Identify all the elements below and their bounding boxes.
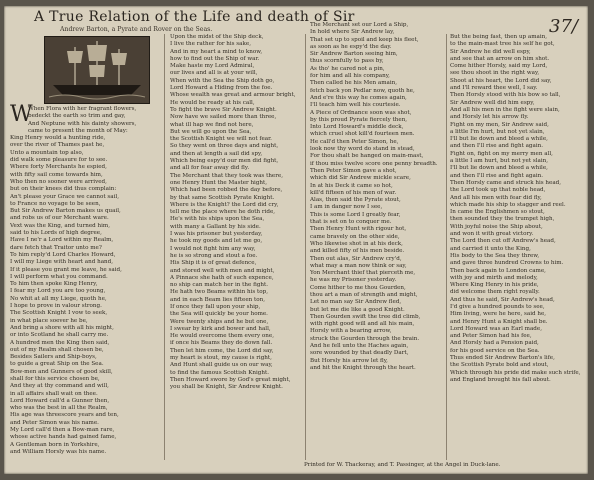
verse-line: Then Henry Hunt with rigour hot, <box>310 226 407 233</box>
verse-line: said to his Lords of high degree, <box>10 230 102 237</box>
verse-line: But the being fast, then up amain, <box>450 34 548 40</box>
verse-line: the Scottish Knight we will not fear. <box>170 136 272 143</box>
verse-line: Upon the midst of the Ship deck, <box>170 34 264 40</box>
verse-line: Who likewise shot in at his deck, <box>310 240 403 247</box>
verse-line: but on their knees did thus complain: <box>10 186 117 193</box>
verse-line: When Flora with her fragrant flowers, <box>28 106 137 112</box>
verse-line: Into Lord Howard's middle deck, <box>310 124 404 131</box>
verse-line: and Peter Simon was his name. <box>10 419 99 426</box>
verse-line: To fight the brave Sir Andrew Knight. <box>170 106 277 113</box>
verse-line: I'd give a hundred pounds to see, <box>450 303 545 310</box>
verse-line: and hit the Knight through the heart. <box>310 364 416 371</box>
verse-line: out of my Realm shall chosen be, <box>10 346 104 353</box>
verse-line: and Peter Simon had his fee, <box>450 333 532 340</box>
verse-line: and England brought his fall about. <box>450 376 551 383</box>
verse-line: kill'd fifteen of his men of war. <box>310 189 397 196</box>
verse-line: Thus ended Sir Andrew Barton's life, <box>450 355 555 362</box>
drop-capital: W <box>10 102 33 127</box>
verse-line: The Merchant that they took was there, <box>170 172 283 179</box>
verse-line: Sir Andrew he did well espy, <box>450 48 531 55</box>
verse-line: thus scornfully to pass by, <box>310 58 384 65</box>
verse-line: Come hither to me thou Gourden, <box>310 284 406 291</box>
verse-line: for him and all his company, <box>310 73 390 80</box>
verse-line: No whit at all my Liege, quoth he, <box>10 295 107 302</box>
verse-line: look now thy word do stand in stead, <box>310 146 415 153</box>
verse-line: did welcome them right royally. <box>450 289 540 296</box>
verse-line: I am in danger now I see, <box>310 204 383 211</box>
verse-line: Then out alas, Sir Andrew cry'd, <box>310 255 402 262</box>
verse-line: which made his ship to stagger and reel. <box>450 201 566 208</box>
verse-line: As tho' he cared not a pin, <box>310 65 385 72</box>
verse-line: Vext was the King, and turned him, <box>10 222 111 229</box>
verse-line: Where forty Merchants he espied, <box>10 164 107 171</box>
verse-line: I was his prisoner but yesterday, <box>170 231 263 238</box>
verse-line: and won it with great victory. <box>450 231 534 238</box>
verse-line: I would not fight him any way, <box>170 245 256 252</box>
verse-line: did walk some pleasure for to see. <box>10 157 108 164</box>
verse-line: Alas, then said the Pyrate stout, <box>310 197 401 204</box>
verse-line: a little I'm hurt, but not yet slain, <box>450 128 545 135</box>
verse-line: he was my Prisoner yesterday. <box>310 277 397 284</box>
verse-line: sore wounded by that deadly Dart, <box>310 350 409 357</box>
broadside-sheet <box>4 6 588 474</box>
verse-line: Besides Sailers and Ship-boys, <box>10 354 97 361</box>
verse-line: and William Horsly was his name. <box>10 448 107 455</box>
verse-line: With joyful noise the Ship about, <box>450 223 543 230</box>
verse-line: To him then spoke King Henry, <box>10 281 98 288</box>
verse-line: see thou shoot in the right way, <box>450 70 540 77</box>
verse-line: Which being espy'd our men did fight, <box>170 158 279 165</box>
verse-line: He hath two Beams within his top, <box>170 289 269 296</box>
column-rule <box>164 34 165 460</box>
verse-line: Then Gourden swift the tree did climb, <box>310 313 421 320</box>
verse-line: This is some Lord I greatly fear, <box>310 211 401 218</box>
verse-line: His Ship it is of great defence, <box>170 260 257 267</box>
verse-line: Now have we sailed more than three, <box>170 114 277 121</box>
verse-line: Then Horsly came and struck his head, <box>450 179 562 186</box>
verse-line: and robs us of our Merchant ware. <box>10 215 109 222</box>
verse-line: Shoot at his heart, the Lord did say, <box>450 77 552 84</box>
verse-line: But Horsly his arrow let fly, <box>310 357 388 364</box>
verse-line: And Hunt shall guide us on our way, <box>170 362 273 369</box>
verse-line: struck the Gourden through the brain. <box>310 335 420 342</box>
verse-line: When with the Sea the Ship doth go, <box>170 77 275 84</box>
page-number: 37/ <box>549 16 578 37</box>
verse-line: In at his Deck it came so hot, <box>310 182 393 189</box>
verse-line: His body to the Sea they threw, <box>450 252 540 259</box>
verse-line: Were twenty ships and he but one, <box>170 318 269 325</box>
verse-line: what ill hap we find not here, <box>170 121 254 128</box>
verse-line: For thou shalt be hanged on main-mast, <box>310 153 424 160</box>
verse-line: bedeckt the earth so trim and gay, <box>28 113 126 120</box>
verse-line: A Gentleman born in Yorkshire, <box>10 441 100 448</box>
verse-line: He's with his ships upon the Sea, <box>170 216 265 223</box>
verse-line: to guide a great Ship on the Sea. <box>10 361 104 368</box>
verse-line: But we will go upon the Sea, <box>170 128 252 135</box>
verse-line: A Pinnace she hath of such expence, <box>170 274 274 281</box>
text-column-2 <box>170 34 302 392</box>
verse-line: and gave three hundred Crowns to him. <box>450 260 564 267</box>
verse-line: King Henry would a hunting ride, <box>10 135 106 142</box>
page-subtitle: Andrew Barton, a Pyrate and Rover on the Seas. <box>60 26 213 33</box>
verse-line: Fight on, fight on my merry men all, <box>450 150 553 157</box>
verse-line: if once his Beams they do down fall. <box>170 340 273 347</box>
verse-line: Then Howard swore by God's great might, <box>170 376 291 383</box>
verse-line: Lord Howard was an Earl made, <box>450 325 542 332</box>
verse-line: If once they fall upon your ship, <box>170 303 261 310</box>
verse-line: dare fetch that Traitor unto me? <box>10 244 102 251</box>
verse-line: with joy and mirth and melody, <box>450 274 538 281</box>
verse-line: And all his men with fear did fly, <box>450 194 542 201</box>
verse-line: Which had been robbed the day before, <box>170 187 283 194</box>
page-title: A True Relation of the Life and death of Sir <box>34 9 355 25</box>
verse-line: to France no voyage to be seen, <box>10 200 101 207</box>
verse-line: and then I'll rise and fight again. <box>450 172 544 179</box>
verse-line: A hundred men the King then said, <box>10 339 110 346</box>
verse-line: Unto a mountain top also, <box>10 149 84 156</box>
verse-line: And Neptune with his dainty showers, <box>28 120 137 127</box>
verse-line: The Merchant set our Lord a Ship, <box>310 22 409 28</box>
verse-line: and carried it unto the King, <box>450 245 531 252</box>
verse-line: Lord Howard call'd a Gunner then, <box>10 397 110 404</box>
verse-line: and I'll reward thee well, I say. <box>450 85 538 92</box>
verse-line: Lord Howard a Hiding from the foe. <box>170 85 273 92</box>
verse-line: Where King Henry in his pride, <box>450 282 539 289</box>
verse-line: what may a man now think or say, <box>310 262 407 269</box>
verse-line: no ship can match her in the fight. <box>170 282 269 289</box>
verse-line: you shall be Knight, Sir Andrew Knight. <box>170 384 283 391</box>
verse-line: thou art a man of strength and might, <box>310 291 418 298</box>
column-rule <box>305 34 306 460</box>
verse-line: and Henry Hunt a Knight shall be. <box>450 318 548 325</box>
verse-line: And e're this way he comes again, <box>310 94 407 101</box>
verse-line: I hope to prove in valour strong. <box>10 303 102 310</box>
verse-line: and killed fifty of his men beside. <box>310 248 405 255</box>
verse-line: and in each Beam lies fifteen ton, <box>170 296 266 303</box>
verse-line: but let me die like a good Knight. <box>310 306 405 313</box>
verse-line: with many a Gallant by his side. <box>170 223 261 230</box>
verse-line: which did Sir Andrew mickle scare, <box>310 175 411 182</box>
verse-line: And he fell unto the Haches again, <box>310 343 409 350</box>
verse-line: and see that an arrow on him shot. <box>450 55 550 62</box>
verse-line: to the main-mast tree his self he got, <box>450 41 555 48</box>
verse-line: the Lord took up that noble head, <box>450 187 546 194</box>
verse-line: And bring a shore with all his might, <box>10 324 114 331</box>
verse-line: came bravely on the other side, <box>310 233 400 240</box>
verse-line: Bow-men and Gunners of good skill, <box>10 368 113 375</box>
verse-line: that is set on to conquer me. <box>310 219 392 226</box>
verse-line: I fear my Lord you are too young, <box>10 288 106 295</box>
verse-line: He would overcome them every one, <box>170 333 274 340</box>
verse-line: Who then no sooner were arrived, <box>10 178 107 185</box>
verse-line: And in my heart a mind to know, <box>170 48 263 55</box>
verse-line: Then back again to London came, <box>450 267 546 274</box>
verse-line: or into Scotland he shall carry me. <box>10 332 109 339</box>
verse-line: shall for this service chosen be, <box>10 375 100 382</box>
text-column-4 <box>450 34 584 384</box>
verse-line: Which through his pride did make such strife, <box>450 369 581 376</box>
verse-line: to find the famous Scottish Knight. <box>170 369 270 376</box>
verse-line: An't please your Grace we cannot sail, <box>10 193 119 200</box>
verse-line: in all affairs shall wait on thee. <box>10 390 98 397</box>
verse-line: Him living, were he here, said he, <box>450 311 547 318</box>
verse-line: and then at length a sail did spy, <box>170 150 263 157</box>
verse-line: with right good will and all his main, <box>310 321 415 328</box>
printer-imprint: Printed for W. Thackeray, and T. Passinger, at the Angel in Duck-lane. <box>304 462 501 468</box>
verse-line: In came the Englishmen so stout, <box>450 209 545 216</box>
verse-line: A Piece of Ordnance soon was shot, <box>310 109 412 116</box>
verse-line: how to find out the Ship of war. <box>170 55 260 62</box>
verse-line: Then called he his Men amain, <box>310 80 398 87</box>
verse-line: To him reply'd Lord Charles Howard, <box>10 251 116 258</box>
verse-line: and then I'll rise and fight again. <box>450 143 544 150</box>
text-column-3 <box>310 22 450 372</box>
verse-line: with fifty sail come towards him, <box>10 171 103 178</box>
verse-line: And they at thy command and will, <box>10 383 109 390</box>
verse-line: he is so strong and stout a foe. <box>170 252 258 259</box>
verse-line: I will my Liege with heart and hand, <box>10 259 113 266</box>
verse-line: He call'd then Peter Simon, he, <box>310 138 399 145</box>
verse-line: And Horsly had a Pension paid, <box>450 340 539 347</box>
verse-line: as soon as he espy'd the day. <box>310 43 392 50</box>
verse-line: So they went on three days and night, <box>170 143 279 150</box>
verse-line: and stored well with men and might, <box>170 267 275 274</box>
verse-line: by this proud Pyrate fiercely then, <box>310 116 408 123</box>
verse-line: If it please you grant me leave, he said, <box>10 266 122 273</box>
verse-line: one Henry Hunt the Master hight, <box>170 179 268 186</box>
verse-line: Let no man say Sir Andrew fled, <box>310 299 402 306</box>
verse-line: a little I am hurt, but not yet slain, <box>450 158 549 165</box>
verse-line: then sounded they the trumpet high, <box>450 216 555 223</box>
verse-line: Where is the Knight? the Lord did cry, <box>170 201 279 208</box>
verse-line: the Sea will quickly be your home. <box>170 311 268 318</box>
verse-line: The Lord then cut off Andrew's head, <box>450 238 556 245</box>
verse-line: His age was threescore years and ten, <box>10 412 119 419</box>
verse-line: Fight on my men, Sir Andrew said, <box>450 121 549 128</box>
verse-line: tell me the place where he doth ride, <box>170 209 276 216</box>
verse-line: That set up to spoil and keep his fleet, <box>310 36 419 43</box>
verse-line: and all for fear away did fly. <box>170 165 250 172</box>
verse-line: fetch back yon Pedlar now, quoth he, <box>310 87 415 94</box>
verse-line: Make haste my Lord Admiral, <box>170 63 255 70</box>
verse-line: the Scottish Pyrate bold and stout, <box>450 362 549 369</box>
verse-line: and Horsly let his arrow fly. <box>450 114 529 121</box>
verse-line: came to present the month of May: <box>28 127 128 134</box>
verse-line: I swear by kirk and bower and hall, <box>170 325 271 332</box>
verse-line: in what place soever he be, <box>10 317 88 324</box>
verse-line: Then Peter Simon gave a shot, <box>310 167 397 174</box>
verse-line: Horsly with a bearing arrow, <box>310 328 392 335</box>
verse-line: he took my goods and let me go, <box>170 238 263 245</box>
verse-line: I will perform what you command. <box>10 273 108 280</box>
ship-woodcut-image <box>44 36 150 104</box>
verse-line: And thus he said, Sir Andrew's head, <box>450 296 555 303</box>
verse-line: Yon Merchant thief that pierceth me, <box>310 270 416 277</box>
verse-line: who was the best in all the Realm, <box>10 405 108 412</box>
verse-line: But Sir Andrew Barton makes us quail, <box>10 208 121 215</box>
verse-line: He would be ready at his call, <box>170 99 255 106</box>
verse-line: if thou miss twelve score one penny breadth. <box>310 160 438 167</box>
verse-line: whose active hands had gained fame, <box>10 434 117 441</box>
text-column-1 <box>10 102 160 456</box>
verse-line: I live the rather for his sake, <box>170 41 251 48</box>
verse-line: Whose wealth was great and armour bright, <box>170 92 296 99</box>
verse-line: I'll but lie down and bleed a while, <box>450 165 548 172</box>
verse-line: Come hither Horsly, said my Lord, <box>450 63 548 70</box>
verse-line: Then let him come, the Lord did say, <box>170 347 274 354</box>
verse-line: And all his men in the fight were slain, <box>450 106 560 113</box>
verse-line: Sir Andrew Barton seeing him, <box>310 51 398 58</box>
verse-line: our lives and all is at your will, <box>170 70 258 77</box>
verse-line: Have I ne'r a Lord within my Realm, <box>10 237 114 244</box>
verse-line: my heart is stout, my cause is right, <box>170 355 272 362</box>
verse-line: which cruel shot kill'd fourteen men. <box>310 131 415 138</box>
verse-line: The Scottish Knight I vow to seek, <box>10 310 108 317</box>
verse-line: by that same Scottish Pyrate Knight. <box>170 194 275 201</box>
verse-line: Then Horsly stood with his bow so tall, <box>450 92 561 99</box>
verse-line: Sir Andrew well did him espy, <box>450 99 535 106</box>
verse-line: I'll but lie down and bleed a while, <box>450 136 548 143</box>
verse-line: over the river of Thames past he, <box>10 142 105 149</box>
verse-line: for his good service on the Sea. <box>450 347 540 354</box>
verse-line: In hold where Sir Andrew lay, <box>310 29 395 36</box>
verse-line: My Lord call'd then a Bow-man rare, <box>10 427 115 434</box>
verse-line: I'll teach him well his courtesie. <box>310 102 401 109</box>
